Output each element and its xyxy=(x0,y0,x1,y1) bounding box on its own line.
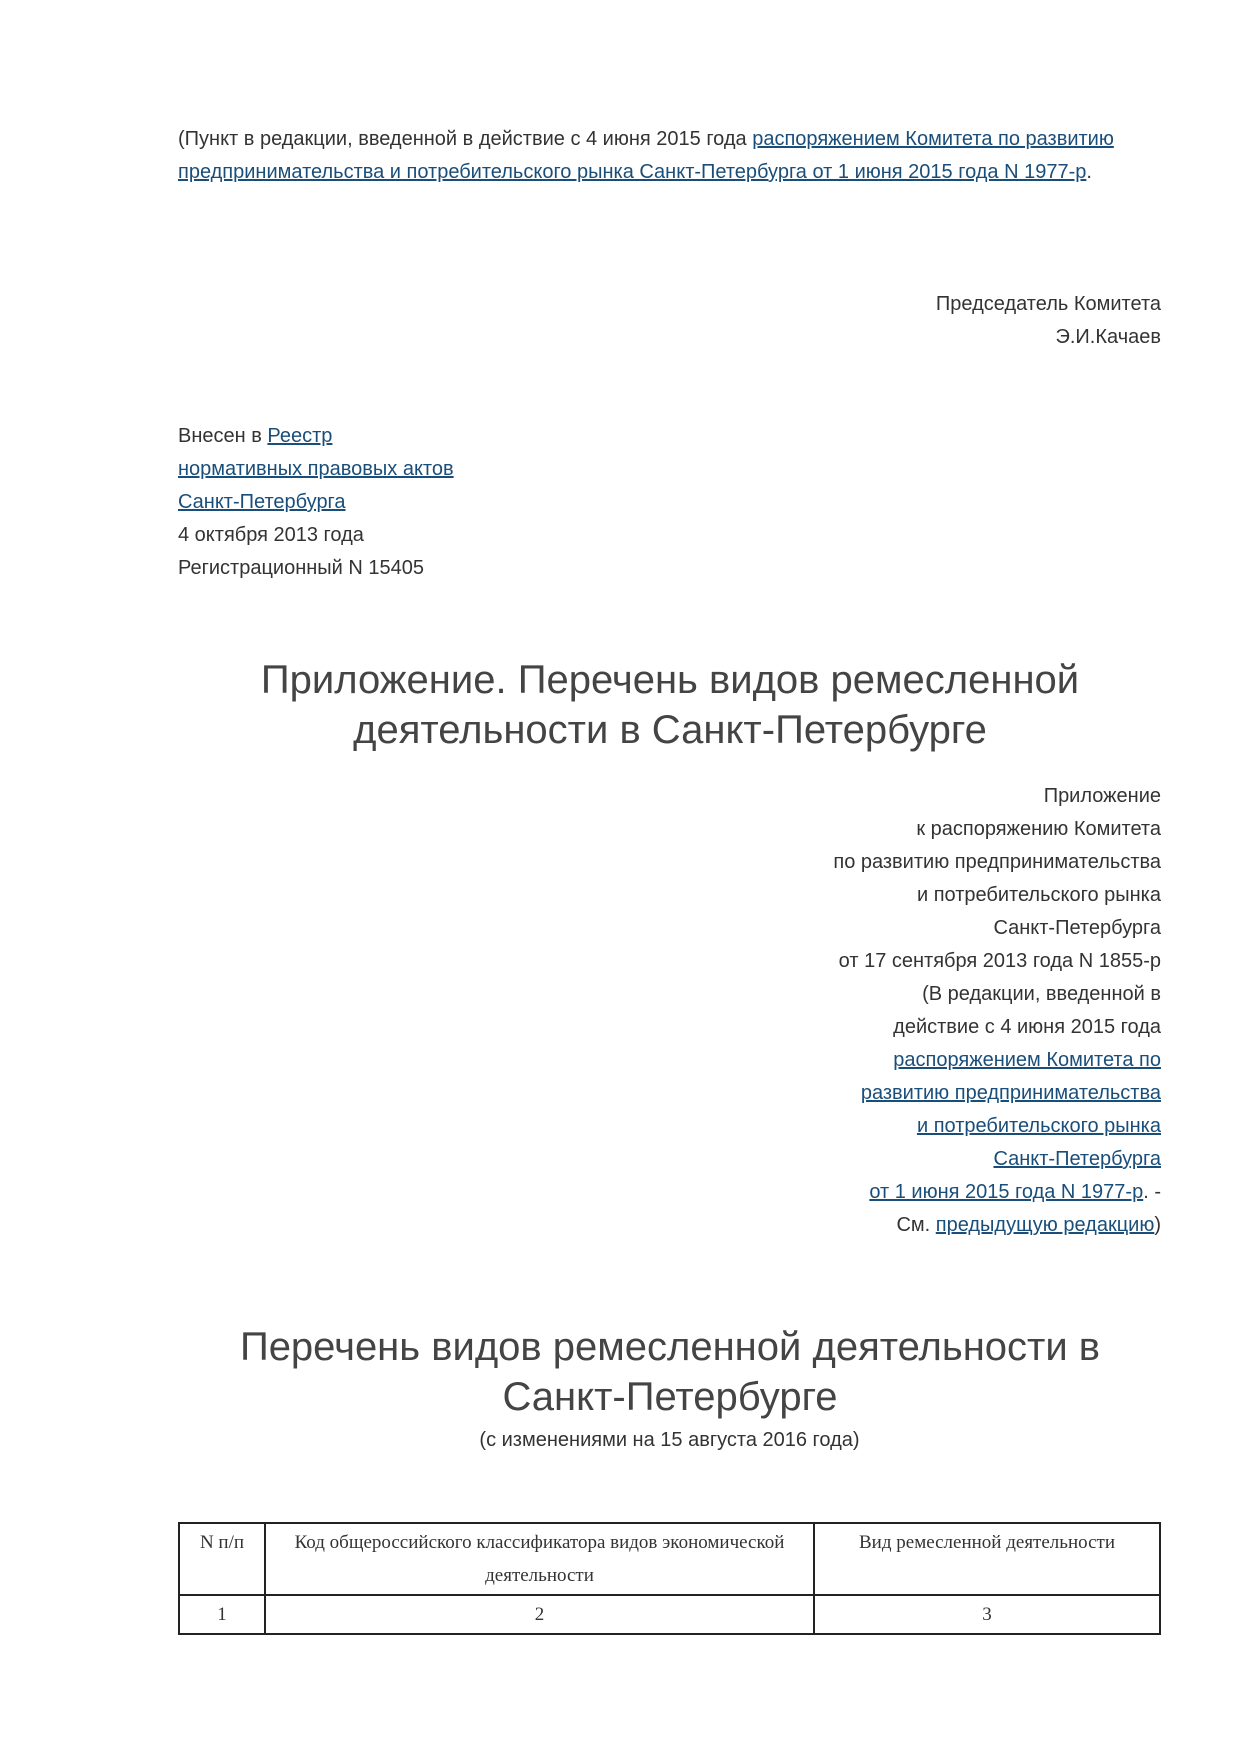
amendment-note xyxy=(178,123,1168,189)
appendix-line: по развитию предпринимательства xyxy=(833,851,1161,873)
amendment-link[interactable]: распоряжением Комитета по развитию предпринимательства и потребительского рынка Санкт-Петербурга от 1 июня 2015 года N 1977-р xyxy=(178,128,1114,183)
appendix-line: (В редакции, введенной в xyxy=(922,983,1161,1005)
appendix-line: от 17 сентября 2013 года N 1855-р xyxy=(838,950,1161,972)
header-craft-type: Вид ремесленной деятельности xyxy=(814,1523,1160,1595)
appendix-link[interactable]: развитию предпринимательства xyxy=(860,1082,1161,1104)
registry-link-2[interactable]: нормативных правовых актов xyxy=(178,458,454,480)
signature xyxy=(600,288,1161,354)
appendix-dash: . - xyxy=(1143,1181,1161,1203)
note-text: (Пункт в редакции, введенной в действие с 4 июня 2015 года xyxy=(178,128,753,150)
registry-number: Регистрационный N 15405 xyxy=(178,557,425,579)
table-cell: 1 xyxy=(179,1595,265,1634)
appendix-link[interactable]: и потребительского рынка xyxy=(916,1115,1161,1137)
appendix-line: к распоряжению Комитета xyxy=(916,818,1161,840)
registry-date: 4 октября 2013 года xyxy=(178,524,364,546)
registry-link-1[interactable]: Реестр xyxy=(267,425,333,447)
table-row xyxy=(179,1595,1160,1634)
table-cell: 3 xyxy=(814,1595,1160,1634)
header-number: N п/п xyxy=(179,1523,265,1595)
appendix-line: Санкт-Петербурга xyxy=(993,917,1161,939)
signature-position: Председатель Комитета xyxy=(935,293,1161,315)
list-heading: Перечень видов ремесленной деятельности в Санкт-Петербурге xyxy=(239,1325,1101,1419)
registry-link-3[interactable]: Санкт-Петербурга xyxy=(178,491,346,513)
revision-subtitle: (с изменениями на 15 августа 2016 года) xyxy=(479,1429,860,1451)
appendix-line: Приложение xyxy=(1043,785,1161,807)
see-prefix: См. xyxy=(896,1214,936,1236)
appendix-reference xyxy=(600,780,1161,1242)
see-suffix: ) xyxy=(1154,1214,1161,1236)
header-okved-code: Код общероссийского классификатора видов экономической деятельности xyxy=(265,1523,814,1595)
crafts-table xyxy=(178,1522,1161,1635)
signature-name: Э.И.Качаев xyxy=(1055,326,1161,348)
registry-info xyxy=(178,420,678,585)
note-suffix: . xyxy=(1086,161,1092,183)
table-header-row xyxy=(179,1523,1160,1595)
appendix-line: действие с 4 июня 2015 года xyxy=(893,1016,1161,1038)
appendix-line: и потребительского рынка xyxy=(916,884,1161,906)
appendix-link[interactable]: от 1 июня 2015 года N 1977-р xyxy=(869,1181,1144,1203)
appendix-link[interactable]: Санкт-Петербурга xyxy=(993,1148,1161,1170)
previous-edition-link[interactable]: предыдущую редакцию xyxy=(935,1214,1155,1236)
registry-prefix: Внесен в xyxy=(178,425,268,447)
appendix-link[interactable]: распоряжением Комитета по xyxy=(893,1049,1161,1071)
appendix-heading: Приложение. Перечень видов ремесленной деятельности в Санкт-Петербурге xyxy=(260,658,1080,752)
table-cell: 2 xyxy=(265,1595,814,1634)
